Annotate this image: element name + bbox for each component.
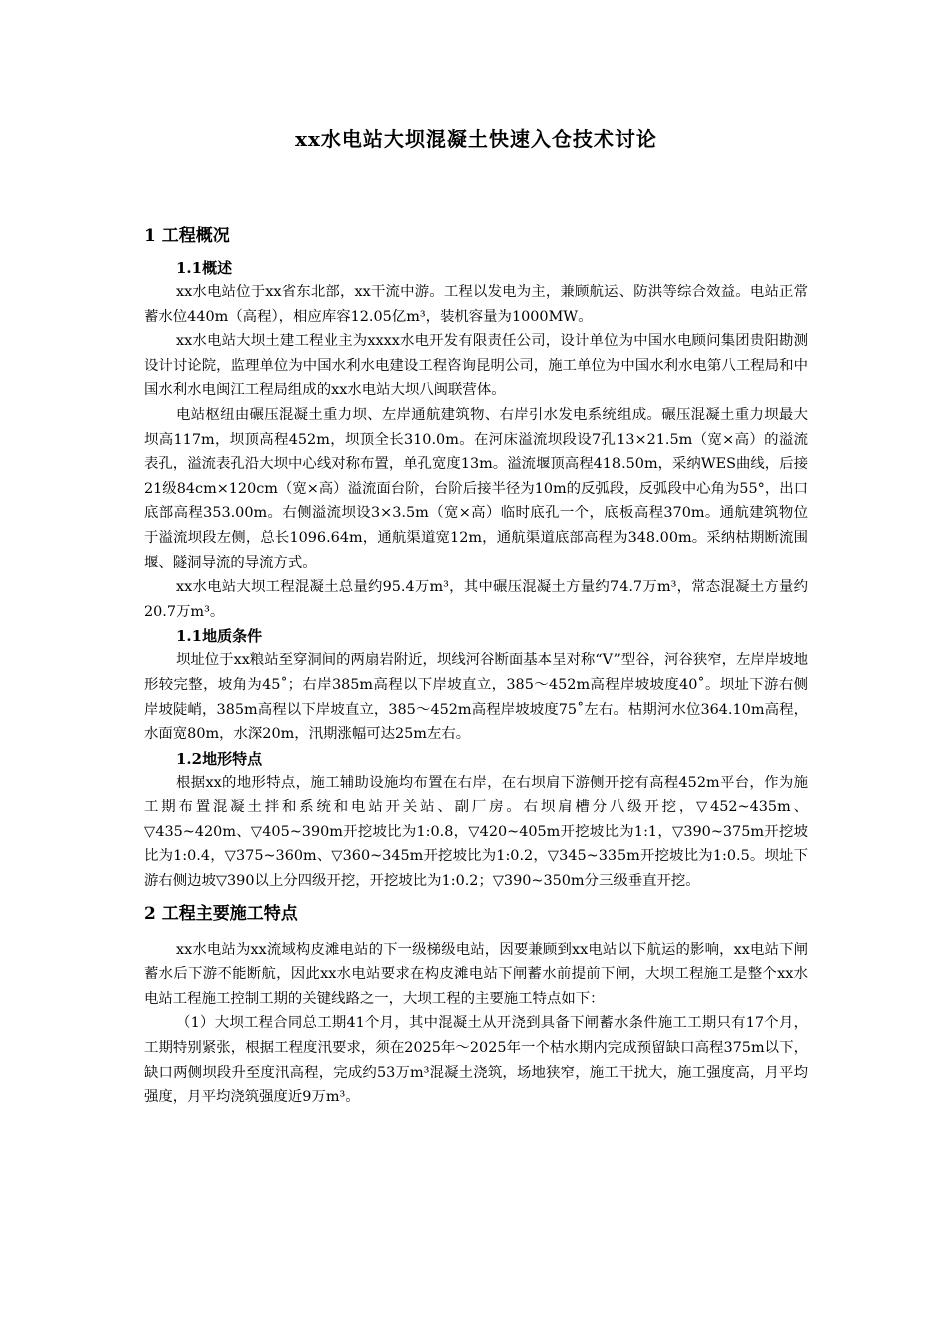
paragraph: xx水电站位于xx省东北部，xx干流中游。工程以发电为主，兼顾航运、防洪等综合效益。电站正常蓄水位440m（高程），相应库容12.05亿m³，装机容量为1000MW。 (144, 284, 808, 325)
document-title: xx水电站大坝混凝土快速入仓技术讨论 (295, 127, 657, 151)
subsection-heading-terrain: 1.2地形特点 (176, 749, 263, 768)
subsection-heading-summary: 1.1概述 (176, 259, 233, 277)
subsection-heading-geology: 1.1地质条件 (176, 627, 263, 646)
section-heading-construction-features: 2 工程主要施工特点 (144, 903, 298, 924)
paragraph: （1）大坝工程合同总工期41个月，其中混凝土从开浇到具备下闸蓄水条件施工工期只有17个月，工期特别紧张，根据工程度汛要求，须在2025年～2025年一个枯水期内完成预留缺口高程375m以下，缺口两侧坝段升至度汛高程，完成约53万m³混凝土浇筑，场地狭窄，施工干扰大，施工强度高，月平均强度，月平均浇筑强度近9万m³。 (144, 1015, 808, 1106)
paragraph: xx水电站大坝土建工程业主为xxxx水电开发有限责任公司，设计单位为中国水电顾问集团贵阳勘测设计讨论院，监理单位为中国水利水电建设工程咨询昆明公司，施工单位为中国水利水电第八工程局和中国水利水电闽江工程局组成的xx水电站大坝八闽联营体。 (144, 333, 808, 399)
paragraph: xx水电站大坝工程混凝土总量约95.4万m³，其中碾压混凝土方量约74.7万m³，常态混凝土方量约20.7万m³。 (144, 579, 808, 620)
paragraph: 根据xx的地形特点，施工辅助设施均布置在右岸，在右坝肩下游侧开挖有高程452m平台，作为施工期布置混凝土拌和系统和电站开关站、副厂房。右坝肩槽分八级开挖，▽452~435m、▽435~420m、▽405~390m开挖坡比为1:0.8，▽420~405m开挖坡比为1:1，▽390~375m开挖坡比为1:0.4，▽375~360m、▽360~345m开挖坡比为1:0.2，▽345~335m开挖坡比为1:0.5。坝址下游右侧边坡▽390以上分四级开挖，开挖坡比为1:0.2；▽390~350m分三级垂直开挖。 (144, 774, 808, 890)
paragraph: 坝址位于xx粮站至穿洞间的两扇岩附近，坝线河谷断面基本呈对称“V”型谷，河谷狭窄，左岸岸坡地形较完整，坡角为45˚；右岸385m高程以下岸坡直立，385～452m高程岸坡坡度40˚。坝址下游右侧岸坡陡峭，385m高程以下岸坡直立，385～452m高程岸坡坡度75˚左右。枯期河水位364.10m高程，水面宽80m，水深20m，汛期涨幅可达25m左右。 (144, 652, 808, 743)
paragraph: xx水电站为xx流域构皮滩电站的下一级梯级电站，因要兼顾到xx电站以下航运的影响，xx电站下闸蓄水后下游不能断航，因此xx水电站要求在构皮滩电站下闸蓄水前提前下闸，大坝工程施工是整个xx水电站工程施工控制工期的关键线路之一，大坝工程的主要施工特点如下： (144, 941, 808, 1007)
section-heading-overview: 1 工程概况 (144, 226, 230, 246)
paragraph: 电站枢纽由碾压混凝土重力坝、左岸通航建筑物、右岸引水发电系统组成。碾压混凝土重力坝最大坝高117m，坝顶高程452m，坝顶全长310.0m。在河床溢流坝段设7孔13×21.5m（宽×高）的溢流表孔，溢流表孔沿大坝中心线对称布置，单孔宽度13m。溢流堰顶高程418.50m，采纳WES曲线，后接21级84cm×120cm（宽×高）溢流面台阶，台阶后接半径为10m的反弧段，反弧段中心角为55°，出口底部高程353.00m。右侧溢流坝设3×3.5m（宽×高）临时底孔一个，底板高程370m。通航建筑物位于溢流坝段左侧，总长1096.64m，通航渠道宽12m，通航渠道底部高程为348.00m。采纳枯期断流围堰、隧洞导流的导流方式。 (144, 406, 808, 571)
